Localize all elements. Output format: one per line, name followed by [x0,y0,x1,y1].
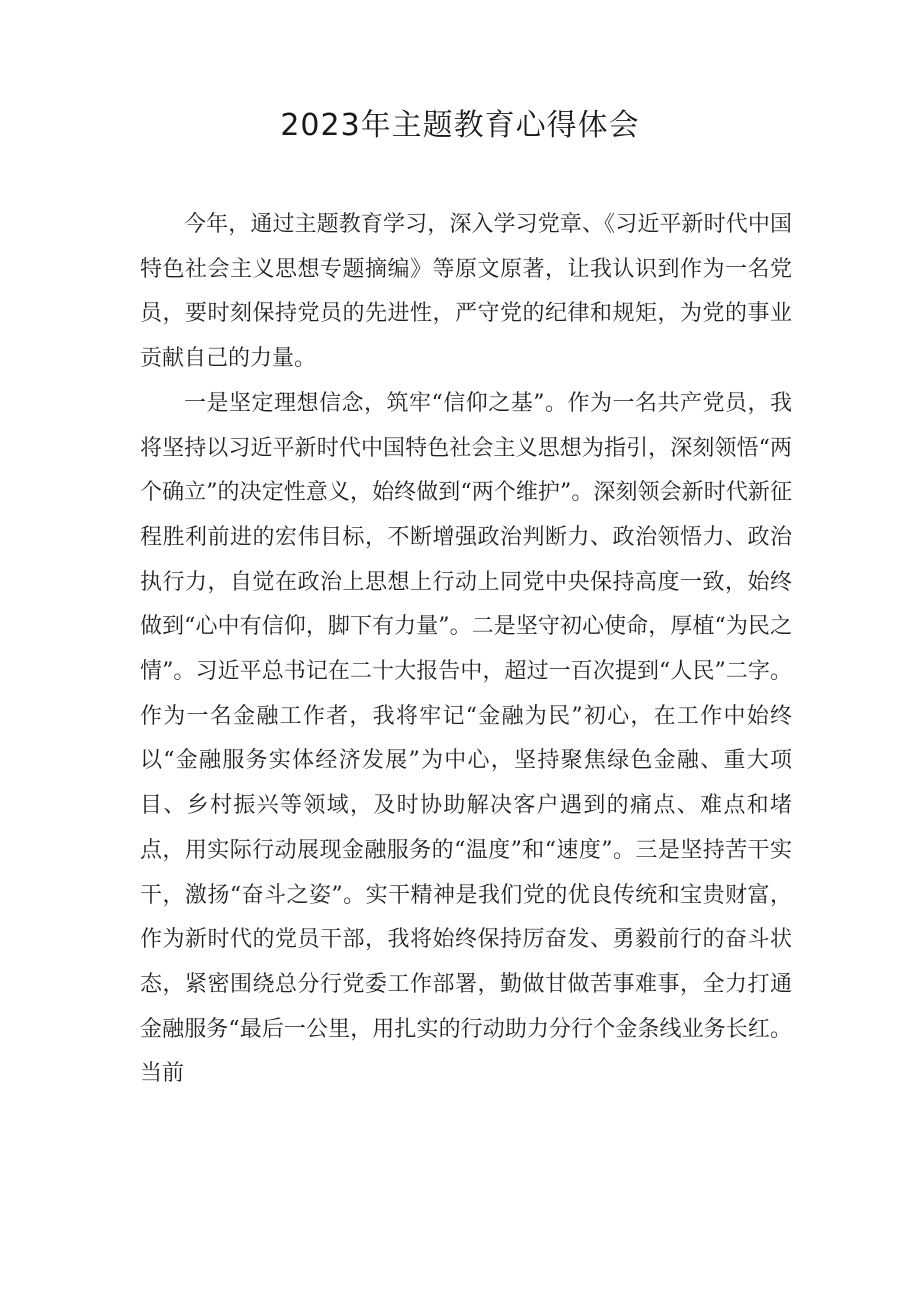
document-body [140,203,792,1097]
paragraph-main: 一是坚定理想信念，筑牢“信仰之基”。作为一名共产党员，我将坚持以习近平新时代中国特色社会主义思想为指引，深刻领悟“两个确立”的决定性意义，始终做到“两个维护”。深刻领会新时代新征程胜利前进的宏伟目标，不断增强政治判断力、政治领悟力、政治执行力，自觉在政治上思想上行动上同党中央保持高度一致，始终做到“心中有信仰，脚下有力量”。二是坚守初心使命，厚植“为民之情”。习近平总书记在二十大报告中，超过一百次提到“人民”二字。作为一名金融工作者，我将牢记“金融为民”初心，在工作中始终以“金融服务实体经济发展”为中心，坚持聚焦绿色金融、重大项目、乡村振兴等领域，及时协助解决客户遇到的痛点、难点和堵点，用实际行动展现金融服务的“温度”和“速度”。三是坚持苦干实干，激扬“奋斗之姿”。实干精神是我们党的优良传统和宝贵财富，作为新时代的党员干部，我将始终保持厉奋发、勇毅前行的奋斗状态，紧密围绕总分行党委工作部署，勤做甘做苦事难事，全力打通金融服务“最后一公里，用扎实的行动助力分行个金条线业务长红。当前 [140,390,792,1087]
paragraph-intro: 今年，通过主题教育学习，深入学习党章、《习近平新时代中国特色社会主义思想专题摘编》等原文原著，让我认识到作为一名党员，要时刻保持党员的先进性，严守党的纪律和规矩，为党的事业贡献自己的力量。 [140,212,792,372]
document-title: 2023年主题教育心得体会 [280,108,640,143]
